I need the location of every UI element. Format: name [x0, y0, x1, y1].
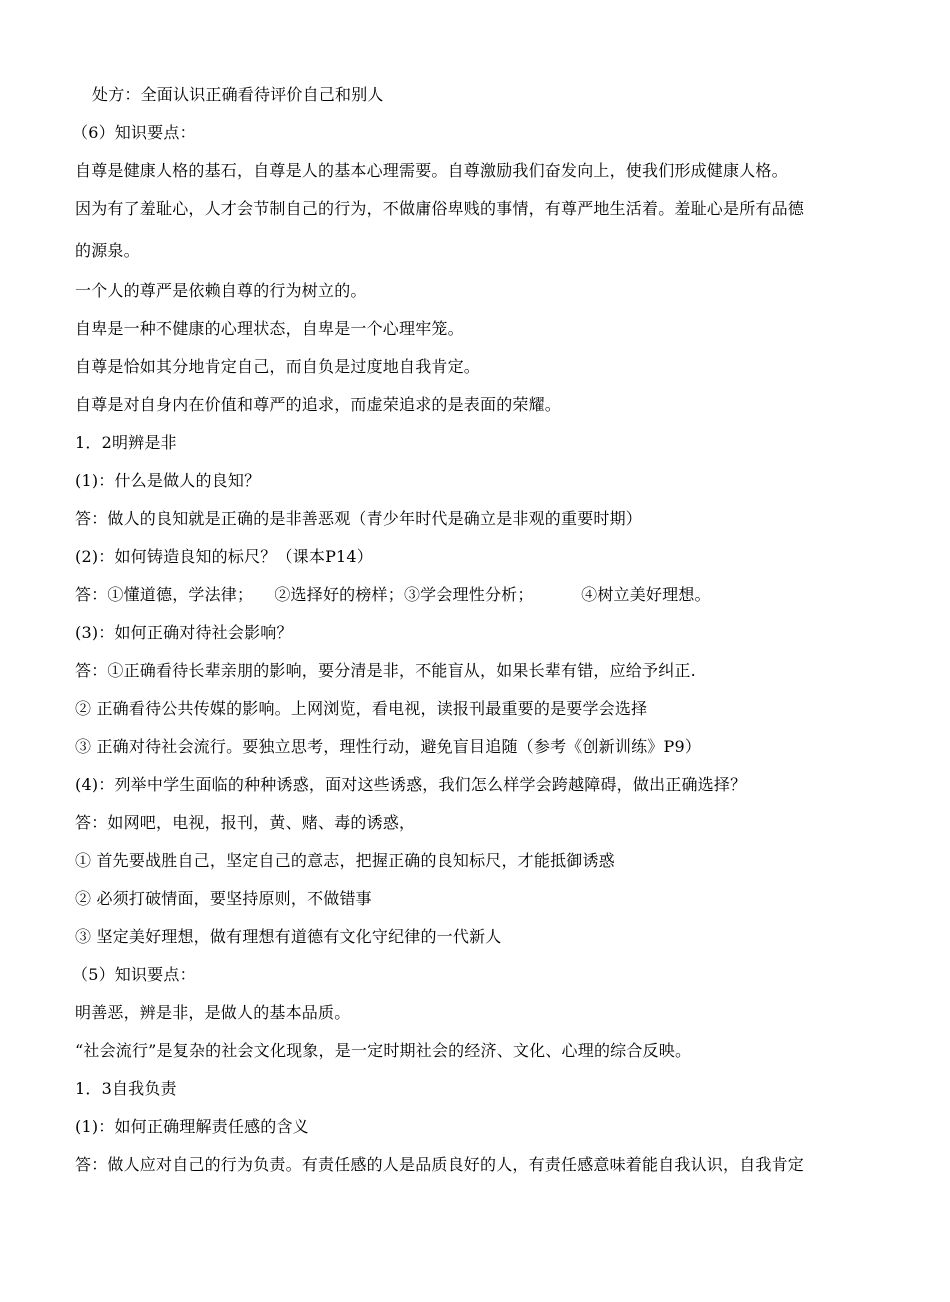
section-heading-knowledge-5: （5）知识要点： — [72, 965, 196, 984]
paragraph-line: 自卑是一种不健康的心理状态，自卑是一个心理牢笼。 — [75, 319, 464, 338]
answer-line: 答：①正确看待长辈亲朋的影响，要分清是非，不能盲从，如果长辈有错，应给予纠正. — [75, 661, 696, 680]
answer-line: 答：做人应对自己的行为负责。有责任感的人是品质良好的人，有责任感意味着能自我认识，自我肯定 — [75, 1155, 805, 1174]
answer-line: 答：①懂道德，学法律； ②选择好的榜样；③学会理性分析； ④树立美好理想。 — [75, 585, 711, 604]
paragraph-line: 自尊是健康人格的基石，自尊是人的基本心理需要。自尊激励我们奋发向上，使我们形成健康人格。 — [75, 161, 788, 180]
section-heading-knowledge-6: （6）知识要点： — [72, 123, 196, 142]
answer-point: ② 必须打破情面，要坚持原则，不做错事 — [75, 889, 372, 908]
question-line: (1)：如何正确理解责任感的含义 — [75, 1117, 309, 1136]
answer-line: 答：如网吧，电视，报刊，黄、赌、毒的诱惑， — [75, 813, 416, 832]
section-heading-1-2: 1．2明辨是非 — [75, 433, 177, 452]
section-heading-1-3: 1．3自我负责 — [75, 1079, 177, 1098]
answer-point: ① 首先要战胜自己，坚定自己的意志，把握正确的良知标尺，才能抵御诱惑 — [75, 851, 615, 870]
answer-point: ② 正确看待公共传媒的影响。上网浏览，看电视，读报刊最重要的是要学会选择 — [75, 699, 648, 718]
paragraph-line: “社会流行”是复杂的社会文化现象，是一定时期社会的经济、文化、心理的综合反映。 — [75, 1041, 692, 1060]
answer-point: ③ 正确对待社会流行。要独立思考，理性行动，避免盲目追随（参考《创新训练》P9） — [75, 737, 702, 756]
question-line: (2)：如何铸造良知的标尺？（课本P14） — [75, 547, 373, 566]
paragraph-line: 自尊是恰如其分地肯定自己，而自负是过度地自我肯定。 — [75, 357, 481, 376]
paragraph-line: 一个人的尊严是依赖自尊的行为树立的。 — [75, 281, 367, 300]
paragraph-line: 自尊是对自身内在价值和尊严的追求，而虚荣追求的是表面的荣耀。 — [75, 395, 562, 414]
paragraph-line: 明善恶，辨是非，是做人的基本品质。 — [75, 1003, 351, 1022]
answer-line: 答：做人的良知就是正确的是非善恶观（青少年时代是确立是非观的重要时期） — [75, 509, 643, 528]
answer-point: ③ 坚定美好理想，做有理想有道德有文化守纪律的一代新人 — [75, 927, 502, 946]
paragraph-line: 因为有了羞耻心，人才会节制自己的行为，不做庸俗卑贱的事情，有尊严地生活着。羞耻心是所有品德 — [75, 199, 805, 218]
question-line: (1)：什么是做人的良知？ — [75, 471, 261, 490]
question-line: (3)：如何正确对待社会影响？ — [75, 623, 293, 642]
question-line: (4)：列举中学生面临的种种诱惑，面对这些诱惑，我们怎么样学会跨越障碍，做出正确选择？ — [75, 775, 747, 794]
prescription-line: 处方：全面认识正确看待评价自己和别人 — [92, 85, 384, 104]
paragraph-line: 的源泉。 — [75, 241, 140, 260]
